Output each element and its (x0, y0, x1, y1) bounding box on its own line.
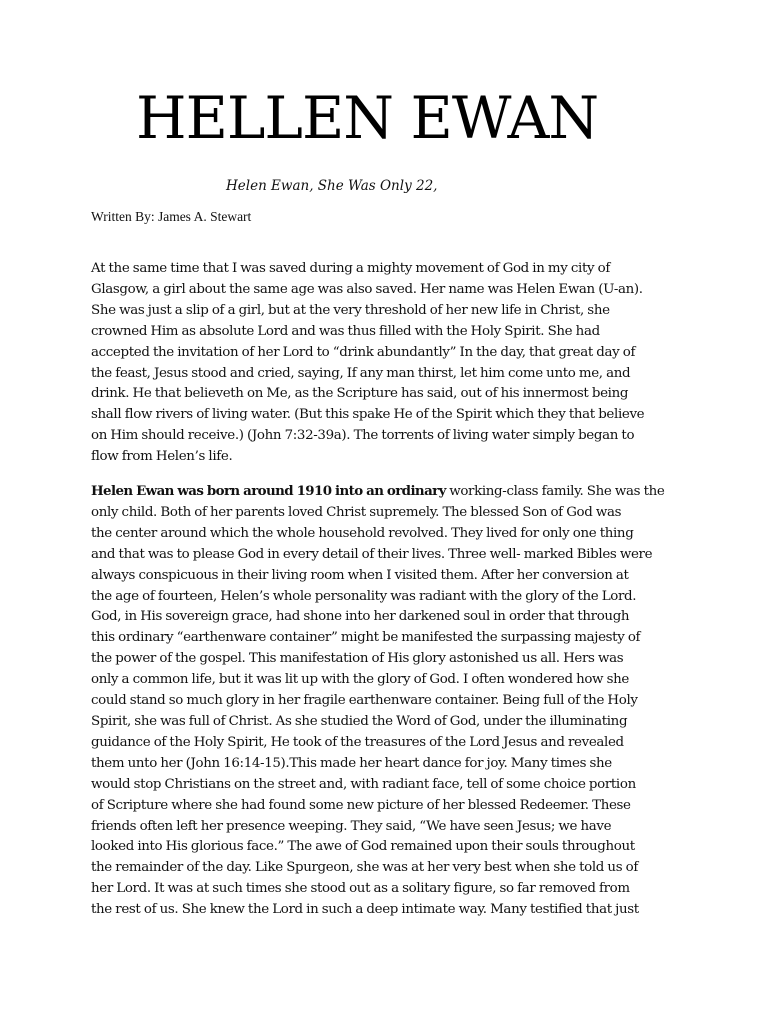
paragraph-2 (91, 481, 691, 921)
text-line: guidance of the Holy Spirit, He took of the treasures of the Lord Jesus and revealed (91, 734, 624, 750)
text-line: the rest of us. She knew the Lord in such a deep intimate way. Many testified that just (91, 902, 639, 918)
text-line: would stop Christians on the street and, with radiant face, tell of some choice portion (91, 776, 636, 792)
text-line: only a common life, but it was lit up with the glory of God. I often wondered how she (91, 672, 629, 688)
text-line: them unto her (John 16:14-15).This made her heart dance for joy. Many times she (91, 755, 612, 771)
paragraph-1 (91, 259, 691, 468)
text-line: and that was to please God in every detail of their lives. Three well- marked Bibles were (91, 546, 653, 562)
text-line: her Lord. It was at such times she stood out as a solitary figure, so far removed from (91, 881, 630, 897)
text-line: Spirit, she was full of Christ. As she studied the Word of God, under the illuminating (91, 713, 628, 729)
document-title: HELLEN EWAN (136, 84, 599, 152)
text-line: shall flow rivers of living water. (But this spake He of the Spirit which they that believe (91, 407, 645, 423)
text-line: drink. He that believeth on Me, as the Scripture has said, out of his innermost being (91, 386, 629, 402)
paragraph-2-lead: Helen Ewan was born around 1910 into an ordinary (91, 483, 446, 499)
text-line: of Scripture where she had found some new picture of her blessed Redeemer. These (91, 797, 631, 813)
text-line: the power of the gospel. This manifestation of His glory astonished us all. Hers was (91, 651, 624, 667)
document-subtitle: Helen Ewan, She Was Only 22, (226, 178, 438, 194)
text-line: on Him should receive.) (John 7:32-39a). The torrents of living water simply began to (91, 428, 635, 444)
text-line (91, 481, 691, 503)
text-line: At the same time that I was saved during a mighty movement of God in my city of (91, 261, 610, 276)
text-line: She was just a slip of a girl, but at the very threshold of her new life in Christ, she (91, 302, 610, 318)
text-line: crowned Him as absolute Lord and was thus filled with the Holy Spirit. She had (91, 323, 600, 339)
text-line: friends often left her presence weeping. They said, “We have seen Jesus; we have (91, 818, 612, 834)
text-line: God, in His sovereign grace, had shone into her darkened soul in order that through (91, 609, 630, 625)
author-line: Written By: James A. Stewart (91, 209, 252, 224)
text-line: the remainder of the day. Like Spurgeon, she was at her very best when she told us of (91, 860, 638, 876)
text-line: could stand so much glory in her fragile earthenware container. Being full of the Holy (91, 693, 638, 709)
paragraph-2-lead-rest: working-class family. She was the (445, 484, 665, 499)
text-line: the age of fourteen, Helen’s whole personality was radiant with the glory of the Lord. (91, 588, 637, 604)
text-line: Glasgow, a girl about the same age was also saved. Her name was Helen Ewan (U-an). (91, 281, 643, 297)
text-line: this ordinary “earthenware container” might be manifested the surpassing majesty of (91, 630, 641, 646)
text-line: looked into His glorious face.” The awe of God remained upon their souls throughout (91, 839, 635, 855)
text-line: the center around which the whole household revolved. They lived for only one thing (91, 525, 634, 541)
text-line: always conspicuous in their living room when I visited them. After her conversion at (91, 567, 629, 583)
text-line: flow from Helen’s life. (91, 449, 233, 465)
text-line: the feast, Jesus stood and cried, saying, If any man thirst, let him come unto me, and (91, 365, 631, 381)
text-line: accepted the invitation of her Lord to “drink abundantly” In the day, that great day of (91, 344, 636, 360)
text-line: only child. Both of her parents loved Christ supremely. The blessed Son of God was (91, 504, 622, 520)
